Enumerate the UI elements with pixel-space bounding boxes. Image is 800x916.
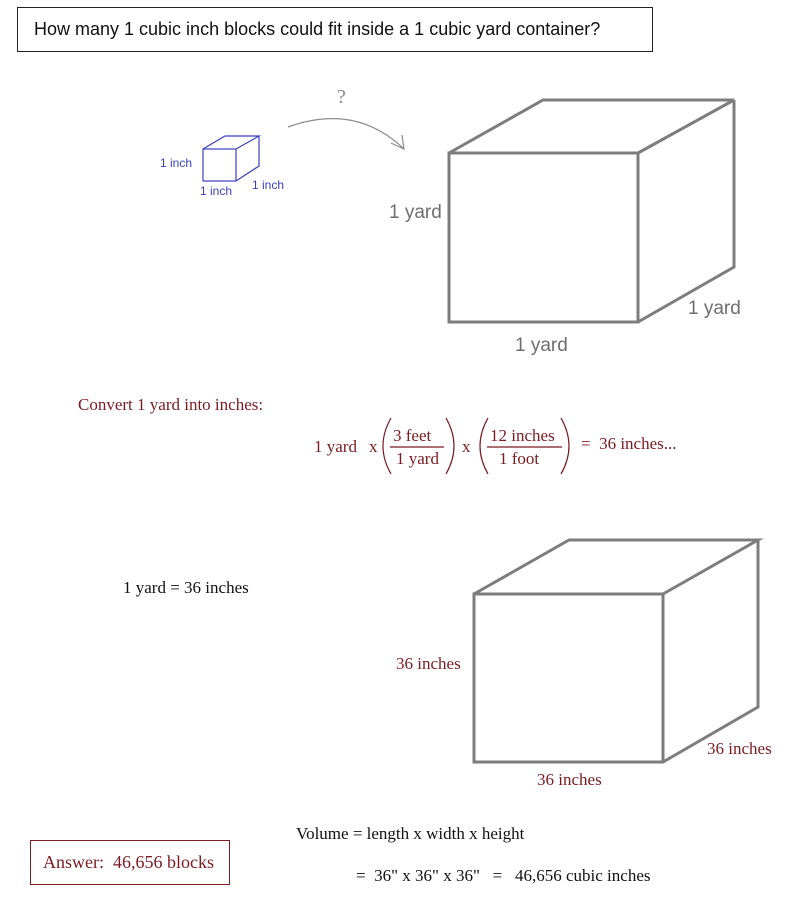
arrow-question-mark: ? [337,86,346,108]
answer-text: Answer: 46,656 blocks [43,852,214,872]
yard-cube-top [449,100,734,153]
yard-cube-width-label: 1 yard [515,335,568,356]
paren-2-right [561,418,569,474]
paren-2-left [480,418,488,474]
inch-cube-top [474,540,758,594]
conversion-times-2: x [462,437,471,456]
frac1-denominator: 1 yard [396,449,439,468]
inch-cube-front [474,594,663,762]
small-cube-height-label: 1 inch [160,156,193,170]
answer-box [30,840,230,885]
yard-cube-depth-label: 1 yard [688,298,741,319]
inch-cube-side [663,540,758,762]
yard-cube-side [638,100,734,322]
volume-calculation: = 36" x 36" x 36" = 46,656 cubic inches [356,866,651,885]
small-cube-width-label: 1 inch [200,184,233,198]
conversion-start: 1 yard [314,437,357,456]
inch-cube-depth-label: 36 inches [707,739,772,758]
conversion-result: = 36 inches... [581,434,677,453]
small-cube [203,136,259,181]
yard-cube-height-label: 1 yard [389,202,442,223]
arrow-curve [288,119,403,148]
yard-cube-front [449,153,638,322]
frac2-numerator: 12 inches [490,426,555,445]
paren-1-left [383,418,391,474]
yard-inch-equality: 1 yard = 36 inches [123,578,249,597]
volume-formula: Volume = length x width x height [296,824,525,843]
question-text: How many 1 cubic inch blocks could fit inside a 1 cubic yard container? [34,19,601,39]
yard-cube [449,100,734,322]
small-cube-front [203,149,236,181]
conversion-times-1: x [369,437,378,456]
frac2-denominator: 1 foot [499,449,540,468]
inch-cube-height-label: 36 inches [396,654,461,673]
conversion-heading: Convert 1 yard into inches: [78,395,264,414]
arrow [288,119,404,149]
inch-cube [474,540,758,762]
inch-cube-width-label: 36 inches [537,770,602,789]
paren-1-right [446,418,454,474]
frac1-numerator: 3 feet [393,426,432,445]
small-cube-top [203,136,259,149]
small-cube-depth-label: 1 inch [252,178,285,192]
